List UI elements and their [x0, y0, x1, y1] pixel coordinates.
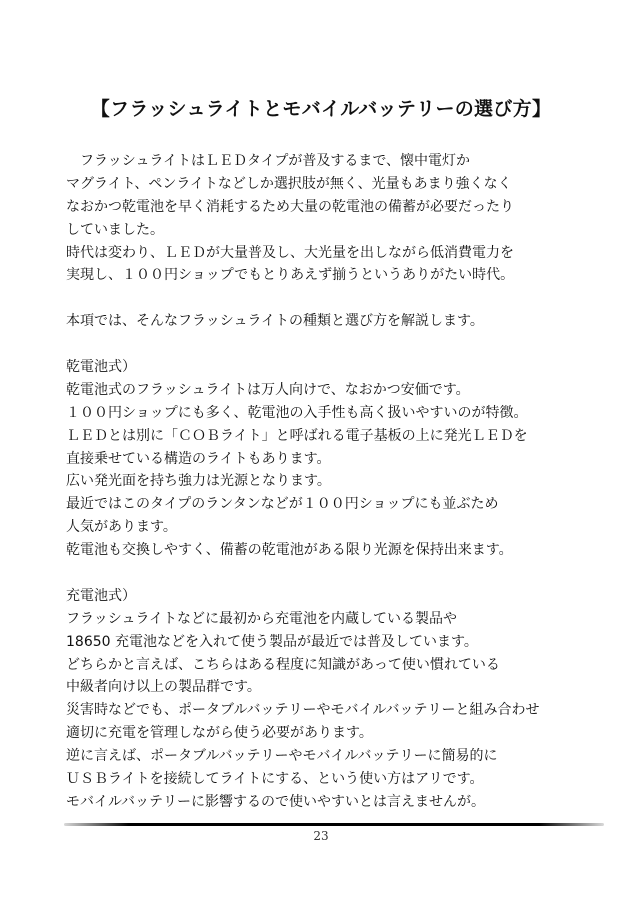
page-title: 【フラッシュライトとモバイルバッテリーの選び方】: [90, 98, 552, 120]
text-line: 乾電池も交換しやすく、備蓄の乾電池がある限り光源を保持出来ます。: [66, 542, 513, 559]
text-line: 乾電池式）: [66, 359, 136, 376]
text-line: ＵＳＢライトを接続してライトにする、という使い方はアリです。: [66, 771, 484, 788]
text-line: 実現し、１００円ショップでもとりあえず揃うというありがたい時代。: [66, 267, 515, 284]
blank-line: [66, 333, 586, 356]
blank-line: [66, 287, 586, 310]
text-line: 時代は変わり、ＬＥＤが大量普及し、大光量を出しながら低消費電力を: [66, 244, 514, 261]
text-line: １００円ショップにも多く、乾電池の入手性も高く扱いやすいのが特徴。: [66, 404, 528, 421]
text-line: 直接乗せている構造のライトもあります。: [66, 450, 331, 467]
text-line: 充電池式）: [66, 587, 136, 604]
text-line: 18650 充電池などを入れて使う製品が最近では普及しています。: [66, 633, 478, 650]
text-line: していました。: [66, 221, 164, 238]
text-line: 広い発光面を持ち強力は光源となります。: [66, 473, 331, 490]
text-line: どちらかと言えば、こちらはある程度に知識があって使い慣れている: [66, 656, 500, 673]
text-line: なおかつ乾電池を早く消耗するため大量の乾電池の備蓄が必要だったり: [66, 198, 514, 215]
text-line: モバイルバッテリーに影響するので使いやすいとは言えませんが。: [66, 793, 486, 810]
text-line: 災害時などでも、ポータブルバッテリーやモバイルバッテリーと組み合わせ: [66, 702, 540, 719]
text-line: 適切に充電を管理しながら使う必要があります。: [66, 725, 373, 742]
text-line: 人気があります。: [66, 519, 177, 536]
text-line: マグライト、ペンライトなどしか選択肢が無く、光量もあまり強くなく: [66, 175, 512, 192]
text-line: 本項では、そんなフラッシュライトの種類と選び方を解説します。: [66, 313, 484, 330]
text-line: 逆に言えば、ポータブルバッテリーやモバイルバッテリーに簡易的に: [66, 748, 498, 765]
text-line: ＬＥＤとは別に「ＣＯＢライト」と呼ばれる電子基板の上に発光ＬＥＤを: [66, 427, 528, 444]
footer-rule: [64, 823, 604, 826]
text-line: フラッシュライトはＬＥＤタイプが普及するまで、懐中電灯か: [66, 153, 471, 169]
body-text: [66, 150, 586, 814]
blank-line: [66, 562, 586, 585]
text-line: 乾電池式のフラッシュライトは万人向けで、なおかつ安価です。: [66, 381, 470, 398]
text-line: フラッシュライトなどに最初から充電池を内蔵している製品や: [66, 610, 458, 627]
text-line: 最近ではこのタイプのランタンなどが１００円ショップにも並ぶため: [66, 496, 499, 513]
page-number: 23: [313, 829, 329, 843]
text-line: 中級者向け以上の製品群です。: [66, 679, 261, 696]
